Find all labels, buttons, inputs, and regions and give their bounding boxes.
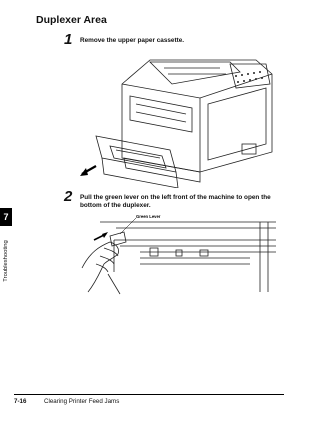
printer-cassette-illustration [80,54,276,188]
section-title: Duplexer Area [36,14,107,26]
footer-rule [14,394,284,395]
green-lever-illustration [80,212,276,306]
step-1-number: 1 [64,31,73,48]
chapter-label: Troubleshooting [3,240,9,282]
step-2-number: 2 [64,188,73,205]
chapter-tab: 7 [0,208,12,226]
step-1-text: Remove the upper paper cassette. [80,37,185,44]
step-2-text: Pull the green lever on the left front of the machine to open the bottom of the duplexer. [80,194,271,209]
green-lever-callout: Green Lever [136,214,161,219]
footer-title: Clearing Printer Feed Jams [44,398,120,405]
page-number: 7-16 [14,398,27,405]
